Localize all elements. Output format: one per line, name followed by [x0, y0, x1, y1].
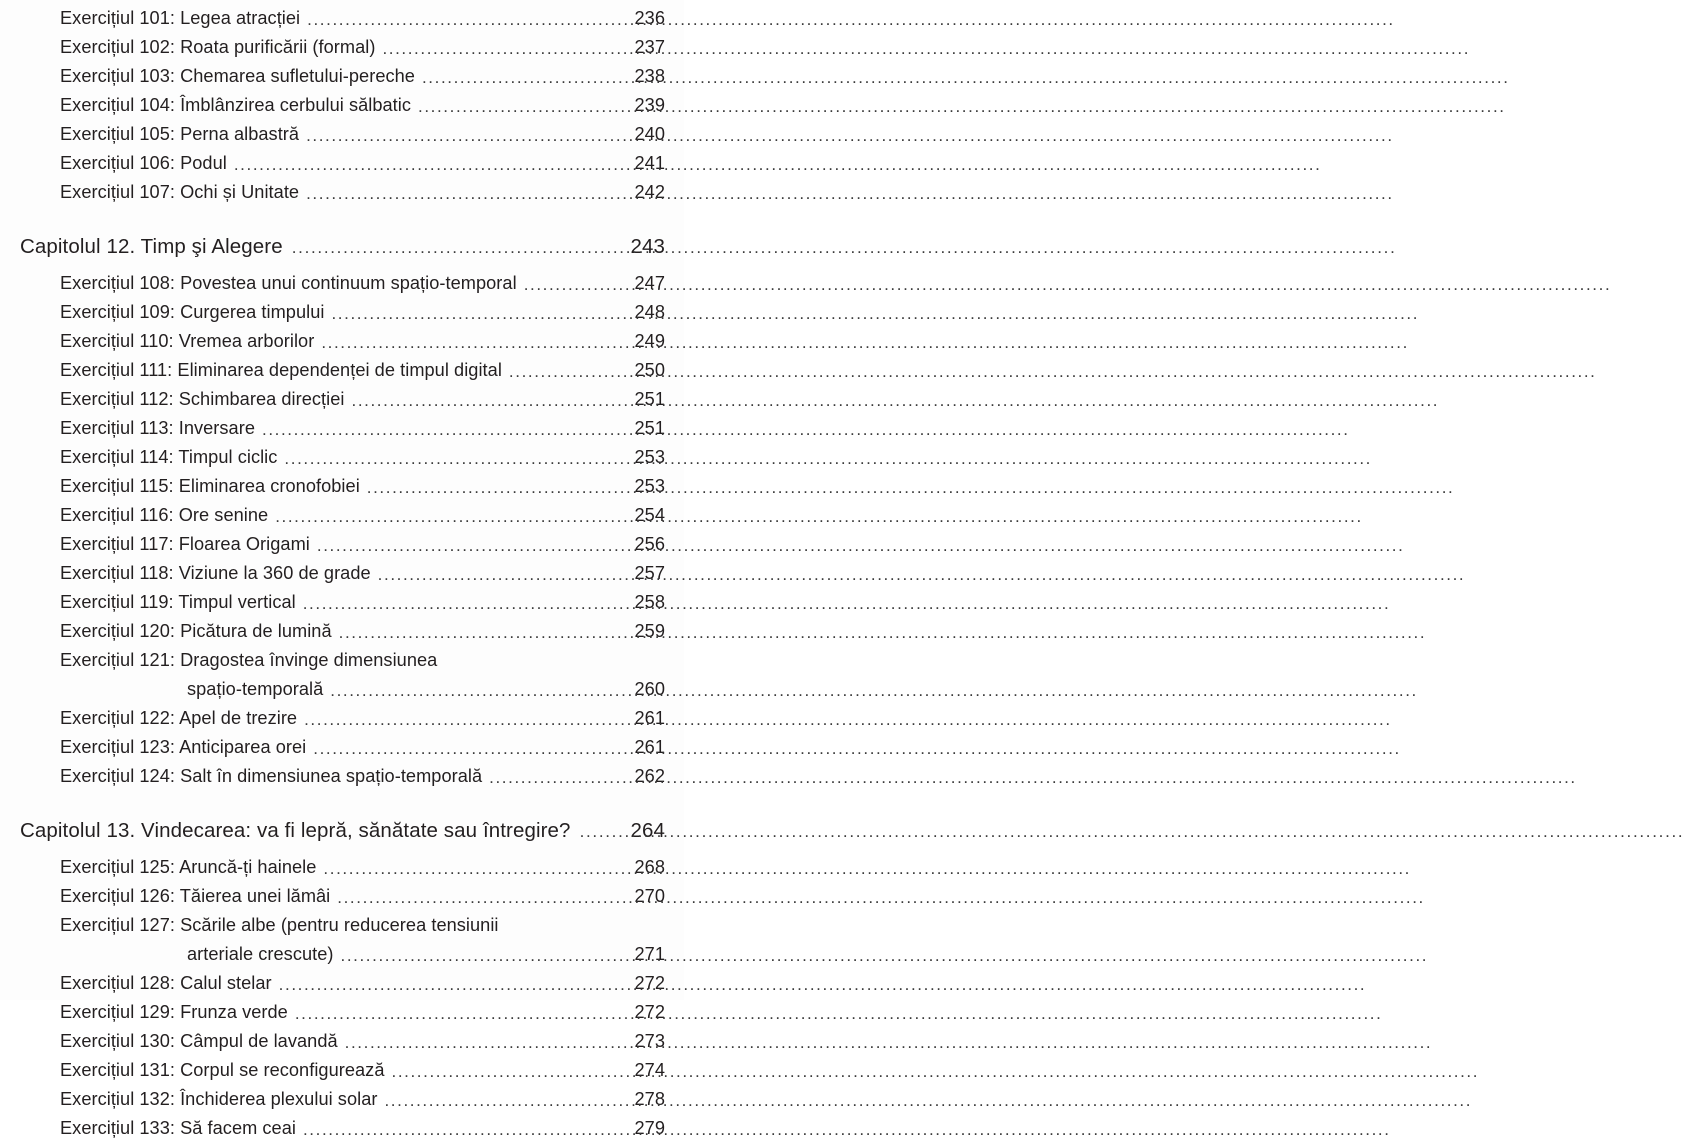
toc-entry-label: Exercițiul 132: Închiderea plexului solar	[60, 1089, 378, 1109]
dot-leader	[418, 91, 619, 120]
toc-entry-page-number[interactable]: 253	[634, 447, 665, 467]
toc-entry-page-number[interactable]: 253	[634, 476, 665, 496]
toc-entry-page-number[interactable]: 237	[634, 37, 665, 57]
toc-entry-page-number[interactable]: 270	[634, 886, 665, 906]
dot-leader	[331, 298, 619, 327]
toc-entry-label: Exercițiul 133: Să facem ceai	[60, 1118, 296, 1138]
toc-entry-page-number[interactable]: 240	[634, 124, 665, 144]
toc-entry-page-number[interactable]: 248	[634, 302, 665, 322]
dot-leader	[337, 882, 619, 911]
toc-entry-exercise[interactable]	[60, 911, 665, 969]
dot-leader	[303, 1114, 619, 1143]
toc-entry-label: Exercițiul 129: Frunza verde	[60, 1002, 288, 1022]
dot-leader	[317, 530, 619, 559]
toc-entry-page-number[interactable]: 260	[634, 679, 665, 699]
toc-entry-page-number[interactable]: 241	[634, 153, 665, 173]
dot-leader	[489, 762, 619, 791]
toc-entry-page-number[interactable]: 278	[634, 1089, 665, 1109]
toc-entry-page-number[interactable]: 261	[634, 737, 665, 757]
toc-entry-exercise[interactable]	[60, 414, 665, 443]
toc-entry-page-number[interactable]: 261	[634, 708, 665, 728]
toc-entry-exercise[interactable]	[60, 472, 665, 501]
toc-entry-label: Exercițiul 108: Povestea unui continuum spațio-temporal	[60, 273, 517, 293]
toc-entry-chapter[interactable]	[20, 232, 665, 261]
toc-entry-label-line2: spațio-temporală	[187, 679, 324, 699]
toc-entry-exercise[interactable]	[60, 501, 665, 530]
toc-entry-label: Exercițiul 111: Eliminarea dependenței de timpul digital	[60, 360, 502, 380]
toc-entry-label: Exercițiul 127: Scările albe (pentru reducerea tensiunii	[60, 915, 499, 935]
toc-entry-label: Exercițiul 122: Apel de trezire	[60, 708, 298, 728]
toc-entry-exercise[interactable]	[60, 882, 665, 911]
toc-entry-label: Exercițiul 106: Podul	[60, 153, 227, 173]
toc-entry-exercise[interactable]	[60, 1056, 665, 1085]
toc-entry-label-continuation	[60, 940, 665, 969]
toc-entry-page-number[interactable]: 249	[634, 331, 665, 351]
toc-entry-exercise[interactable]	[60, 62, 665, 91]
toc-entry-label: Exercițiul 128: Calul stelar	[60, 973, 272, 993]
dot-leader	[339, 617, 619, 646]
toc-entry-exercise[interactable]	[60, 33, 665, 62]
toc-entry-label: Exercițiul 119: Timpul vertical	[60, 592, 296, 612]
toc-entry-exercise[interactable]	[60, 853, 665, 882]
toc-entry-page-number[interactable]: 274	[634, 1060, 665, 1080]
chapter-title: Capitolul 12. Timp şi Alegere	[20, 235, 283, 258]
toc-entry-page-number[interactable]: 251	[634, 389, 665, 409]
toc-entry-page-number[interactable]: 264	[630, 819, 665, 842]
dot-leader	[330, 675, 619, 704]
toc-entry-label: Exercițiul 101: Legea atracției	[60, 8, 301, 28]
dot-leader	[323, 853, 619, 882]
toc-entry-exercise[interactable]	[60, 298, 665, 327]
toc-entry-exercise[interactable]	[60, 443, 665, 472]
toc-entry-label: Exercițiul 125: Aruncă-ți hainele	[60, 857, 317, 877]
toc-entry-label: Exercițiul 126: Tăierea unei lămâi	[60, 886, 331, 906]
toc-entry-label: Exercițiul 102: Roata purificării (formal)	[60, 37, 376, 57]
dot-leader	[234, 149, 619, 178]
toc-entry-exercise[interactable]	[60, 617, 665, 646]
toc-entry-label: Exercițiul 112: Schimbarea direcției	[60, 389, 345, 409]
toc-entry-exercise[interactable]	[60, 1085, 665, 1114]
toc-entry-page-number[interactable]: 257	[634, 563, 665, 583]
toc-entry-page-number[interactable]: 236	[634, 8, 665, 28]
toc-entry-label: Exercițiul 113: Inversare	[60, 418, 255, 438]
toc-entry-exercise[interactable]	[60, 588, 665, 617]
dot-leader	[321, 327, 619, 356]
toc-entry-exercise[interactable]	[60, 646, 665, 704]
toc-entry-label: Exercițiul 116: Ore senine	[60, 505, 269, 525]
toc-entry-exercise[interactable]	[60, 998, 665, 1027]
toc-entry-page-number[interactable]: 242	[634, 182, 665, 202]
toc-entry-exercise[interactable]	[60, 178, 665, 207]
toc-entry-exercise[interactable]	[60, 1027, 665, 1056]
dot-leader	[524, 269, 619, 298]
toc-entry-exercise[interactable]	[60, 559, 665, 588]
toc-entry-label: Exercițiul 109: Curgerea timpului	[60, 302, 325, 322]
toc-entry-page-number[interactable]: 273	[634, 1031, 665, 1051]
toc-entry-page-number[interactable]: 250	[634, 360, 665, 380]
dot-leader	[306, 120, 619, 149]
toc-entry-page-number[interactable]: 268	[634, 857, 665, 877]
toc-entry-label: Exercițiul 103: Chemarea sufletului-pereche	[60, 66, 415, 86]
toc-entry-page-number[interactable]: 256	[634, 534, 665, 554]
dot-leader	[367, 472, 619, 501]
toc-entry-label: Exercițiul 117: Floarea Origami	[60, 534, 310, 554]
toc-entry-exercise[interactable]	[60, 385, 665, 414]
dot-leader	[275, 501, 619, 530]
toc-entry-page-number[interactable]: 272	[634, 1002, 665, 1022]
toc-entry-page-number[interactable]: 279	[634, 1118, 665, 1138]
toc-entry-label: Exercițiul 105: Perna albastră	[60, 124, 300, 144]
toc-entry-exercise[interactable]	[60, 269, 665, 298]
dot-leader	[382, 33, 619, 62]
toc-entry-page-number[interactable]: 258	[634, 592, 665, 612]
dot-leader	[303, 588, 619, 617]
toc-entry-page-number[interactable]: 239	[634, 95, 665, 115]
dot-leader	[352, 385, 619, 414]
chapter-title: Capitolul 13. Vindecarea: va fi lepră, sănătate sau întregire?	[20, 819, 571, 842]
dot-leader	[279, 969, 619, 998]
toc-entry-exercise[interactable]	[60, 704, 665, 733]
toc-entry-exercise[interactable]	[60, 1114, 665, 1143]
toc-entry-label: Exercițiul 110: Vremea arborilor	[60, 331, 315, 351]
dot-leader	[284, 443, 619, 472]
toc-entry-exercise[interactable]	[60, 120, 665, 149]
toc-entry-page-number[interactable]: 243	[630, 235, 665, 258]
toc-entry-exercise[interactable]	[60, 762, 665, 791]
toc-entry-label: Exercițiul 120: Picătura de lumină	[60, 621, 332, 641]
toc-entry-page-number[interactable]: 254	[634, 505, 665, 525]
dot-leader	[509, 356, 619, 385]
toc-entry-label: Exercițiul 115: Eliminarea cronofobiei	[60, 476, 360, 496]
dot-leader	[304, 704, 619, 733]
toc-entry-label: Exercițiul 124: Salt în dimensiunea spațio-temporală	[60, 766, 483, 786]
dot-leader	[341, 940, 619, 969]
dot-leader	[295, 998, 619, 1027]
toc-entry-page-number[interactable]: 238	[634, 66, 665, 86]
toc-entry-page-number[interactable]: 272	[634, 973, 665, 993]
toc-entry-exercise[interactable]	[60, 530, 665, 559]
toc-entry-label: Exercițiul 118: Viziune la 360 de grade	[60, 563, 371, 583]
dot-leader	[292, 232, 615, 261]
toc-entry-label: Exercițiul 121: Dragostea învinge dimensiunea	[60, 650, 438, 670]
toc-entry-label: Exercițiul 131: Corpul se reconfigurează	[60, 1060, 385, 1080]
dot-leader	[378, 559, 619, 588]
toc-entry-label-continuation	[60, 675, 665, 704]
toc-entry-exercise[interactable]	[60, 91, 665, 120]
dot-leader	[313, 733, 619, 762]
toc-entry-exercise[interactable]	[60, 969, 665, 998]
toc-entry-exercise[interactable]	[60, 733, 665, 762]
toc-entry-chapter[interactable]	[20, 816, 665, 845]
toc-entry-label: Exercițiul 114: Timpul ciclic	[60, 447, 278, 467]
dot-leader	[262, 414, 619, 443]
dot-leader	[345, 1027, 619, 1056]
toc-entry-exercise[interactable]	[60, 4, 665, 33]
dot-leader	[307, 4, 619, 33]
toc-entry-label: Exercițiul 107: Ochi și Unitate	[60, 182, 300, 202]
dot-leader	[392, 1056, 620, 1085]
toc-entry-exercise[interactable]	[60, 149, 665, 178]
toc-entry-page-number[interactable]: 271	[634, 944, 665, 964]
toc-entry-page-number[interactable]: 247	[634, 273, 665, 293]
toc-entry-exercise[interactable]	[60, 356, 665, 385]
dot-leader	[580, 816, 615, 845]
toc-entry-page-number[interactable]: 251	[634, 418, 665, 438]
toc-entry-label: Exercițiul 104: Îmblânzirea cerbului sălbatic	[60, 95, 412, 115]
dot-leader	[422, 62, 619, 91]
dot-leader	[306, 178, 619, 207]
toc-entry-page-number[interactable]: 262	[634, 766, 665, 786]
table-of-contents-page	[0, 0, 684, 1138]
toc-entry-page-number[interactable]: 259	[634, 621, 665, 641]
toc-entry-label: Exercițiul 130: Câmpul de lavandă	[60, 1031, 338, 1051]
toc-entry-list	[0, 0, 684, 1143]
toc-entry-label: Exercițiul 123: Anticiparea orei	[60, 737, 307, 757]
toc-entry-exercise[interactable]	[60, 327, 665, 356]
toc-entry-label-line2: arteriale crescute)	[187, 944, 334, 964]
dot-leader	[384, 1085, 619, 1114]
